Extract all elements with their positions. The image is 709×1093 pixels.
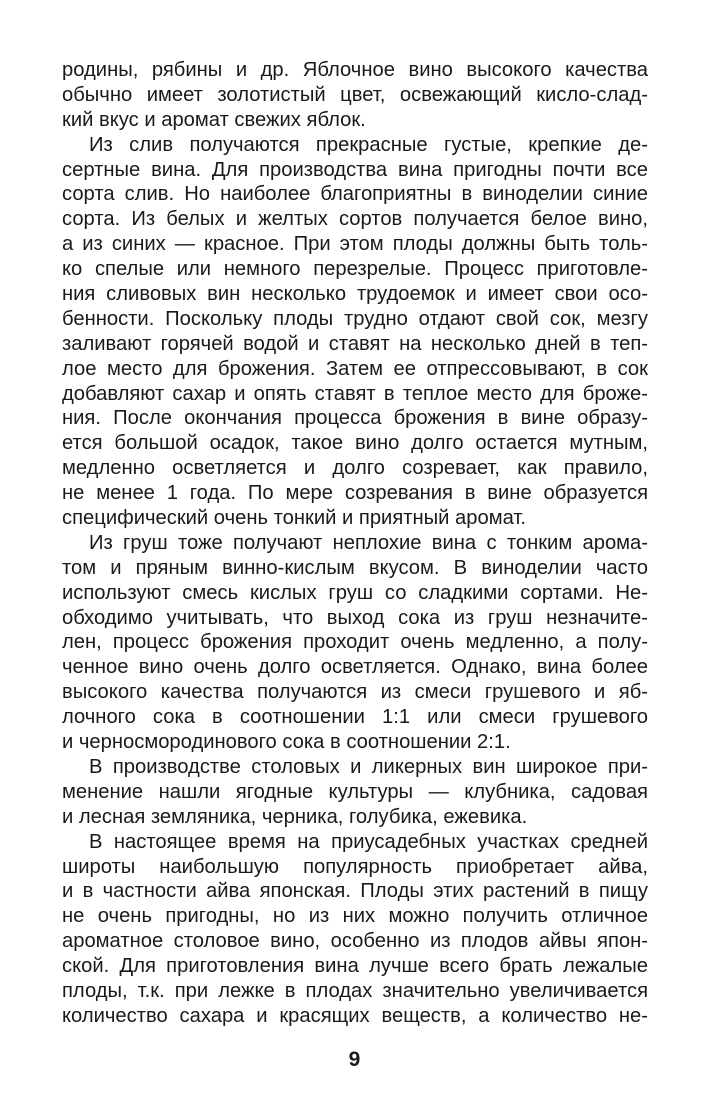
paragraph (62, 531, 648, 755)
text-line: бенности. Поскольку плоды трудно отдают свой сок, мезгу (62, 307, 648, 330)
text-line: используют смесь кислых груш со сладкими сортами. Не- (62, 581, 648, 604)
text-line: высокого качества получаются из смеси грушевого и яб- (62, 681, 648, 704)
text-line: ченное вино очень долго осветляется. Однако, вина более (62, 656, 648, 679)
text-line: специфический очень тонкий и приятный аромат. (62, 507, 527, 530)
text-line: родины, рябины и др. Яблочное вино высокого качества (62, 59, 648, 81)
text-line: том и пряным винно-кислым вкусом. В виноделии часто (62, 556, 648, 579)
text-line: сертные вина. Для производства вина пригодны почти все (62, 158, 648, 181)
text-line: ко спелые или немного перезрелые. Процесс приготовле- (62, 258, 648, 281)
text-line: Из слив получаются прекрасные густые, крепкие де- (89, 133, 648, 156)
text-line: сорта. Из белых и желтых сортов получается белое вино, (62, 208, 648, 231)
text-line: ния. После окончания процесса брожения в вине образу- (62, 407, 648, 430)
text-line: лен, процесс брожения проходит очень медленно, а полу- (62, 631, 648, 654)
text-line: менение нашли ягодные культуры — клубника, садовая (62, 780, 648, 803)
text-line: и лесная земляника, черника, голубика, ежевика. (62, 805, 528, 828)
text-line: медленно осветляется и долго созревает, как правило, (62, 457, 648, 480)
text-line: и в частности айва японская. Плоды этих растений в пищу (62, 880, 648, 903)
page-body (62, 58, 648, 1029)
text-line: количество сахара и красящих веществ, а количество не- (62, 1004, 648, 1027)
text-line: добавляют сахар и опять ставят в теплое место для броже- (62, 382, 648, 405)
text-line: не менее 1 года. По мере созревания в вине образуется (62, 482, 648, 505)
text-line: ния сливовых вин несколько трудоемок и имеет свои осо- (62, 283, 648, 306)
text-line: ется большой осадок, такое вино долго остается мутным, (62, 432, 648, 455)
text-line: лочного сока в соотношении 1:1 или смеси грушевого (62, 706, 648, 729)
page-number: 9 (348, 1048, 361, 1071)
paragraph (62, 58, 648, 133)
text-line: не очень пригодны, но из них можно получить отличное (62, 905, 648, 928)
text-line: сорта слив. Но наиболее благоприятны в виноделии синие (62, 183, 648, 206)
text-line: плоды, т.к. при лежке в плодах значительно увеличивается (62, 979, 648, 1002)
text-line: В настоящее время на приусадебных участках средней (89, 830, 648, 853)
text-line: Из груш тоже получают неплохие вина с тонким арома- (89, 531, 648, 554)
text-line: ской. Для приготовления вина лучше всего брать лежалые (62, 955, 648, 978)
paragraph (62, 830, 648, 1029)
text-line: заливают горячей водой и ставят на несколько дней в теп- (62, 332, 648, 355)
text-line: а из синих — красное. При этом плоды должны быть толь- (62, 233, 648, 256)
text-line: и черносмородинового сока в соотношении 2:1. (62, 731, 511, 754)
paragraph (62, 755, 648, 830)
text-line: кий вкус и аромат свежих яблок. (62, 108, 366, 131)
text-line: ароматное столовое вино, особенно из плодов айвы япон- (62, 930, 648, 953)
text-line: широты наибольшую популярность приобретает айва, (62, 855, 648, 878)
text-line: обходимо учитывать, что выход сока из груш незначите- (62, 606, 648, 629)
text-line: лое место для брожения. Затем ее отпрессовывают, в сок (62, 357, 648, 380)
text-line: В производстве столовых и ликерных вин широкое при- (89, 755, 648, 778)
text-line: обычно имеет золотистый цвет, освежающий кисло-слад- (62, 83, 648, 106)
paragraph (62, 133, 648, 531)
